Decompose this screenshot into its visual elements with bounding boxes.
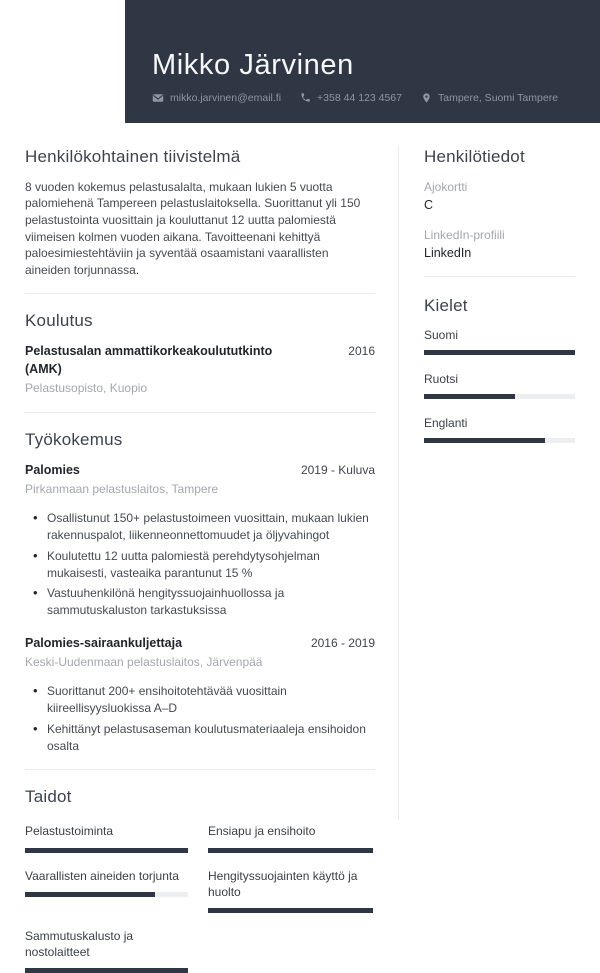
skill-bar-track xyxy=(25,892,188,897)
language-item xyxy=(424,328,575,355)
job-bullet: • Osallistunut 150+ pelastustoimeen vuosittain, mukaan lukien rakennuspalot, liikenneonnettomuudet ja öljyvahingot xyxy=(25,510,375,544)
job-bullet: • Vastuuhenkilönä hengityssuojainhuollossa ja sammutuskaluston tarkastuksissa xyxy=(25,585,375,619)
field-label: LinkedIn-profiili xyxy=(424,228,505,242)
skill-item xyxy=(25,823,188,852)
skill-item xyxy=(25,868,188,913)
skills-grid xyxy=(25,823,375,973)
job-entry xyxy=(25,462,375,619)
summary-body: 8 vuoden kokemus pelastusalalta, mukaan lukien 5 vuotta palomiehenä Tampereen pelastuslaitoksella. Suorittanut yli 150 pelastustointa vuosittain ja kouluttanut 12 uutta palomiestä viimeisen kolmen vuoden aikana. Tavoitteenani kehittyä paloesimiestehtäviin ja syventää osaamistani vaarallisten aineiden torjunnassa. xyxy=(25,179,361,277)
skill-label: Hengityssuojainten käyttö ja huolto xyxy=(208,868,358,899)
section-education xyxy=(25,310,375,397)
summary-title: Henkilökohtainen tiivistelmä xyxy=(25,147,241,166)
job-entry-head xyxy=(25,462,375,480)
skill-bar-fill xyxy=(25,848,188,853)
language-bar-track xyxy=(424,438,575,443)
education-date: 2016 xyxy=(348,344,375,359)
education-entry-head xyxy=(25,343,375,378)
job-bullets xyxy=(25,510,375,619)
personal-info-title: Henkilötiedot xyxy=(424,147,525,166)
section-languages xyxy=(424,295,575,443)
job-title: Palomies xyxy=(25,462,80,477)
skill-label: Vaarallisten aineiden torjunta xyxy=(25,868,179,883)
job-company: Keski-Uudenmaan pelastuslaitos, Järvenpää xyxy=(25,655,263,670)
skill-bar-track xyxy=(25,968,188,973)
skill-bar-fill xyxy=(25,968,188,973)
languages-title: Kielet xyxy=(424,296,468,316)
job-dates: 2019 - Kuluva xyxy=(300,462,375,477)
section-experience xyxy=(25,429,375,755)
divider xyxy=(25,769,375,770)
job-dates: 2016 - 2019 xyxy=(310,635,375,650)
education-title: Koulutus xyxy=(25,311,93,331)
location-pin-icon xyxy=(421,92,432,104)
job-bullet: • Kehittänyt pelastusaseman koulutusmateriaaleja ensihoidon osalta xyxy=(25,721,375,755)
job-bullet: • Koulutettu 12 uutta palomiestä perehdytysohjelman mukaisesti, vasteaika parantunut 15 % xyxy=(25,548,375,582)
education-school: Pelastusopisto, Kuopio xyxy=(25,381,148,396)
language-bar-fill xyxy=(424,394,515,399)
skill-item xyxy=(25,928,188,973)
skill-bar-fill xyxy=(208,908,373,913)
skill-bar-fill xyxy=(25,892,155,897)
divider xyxy=(25,293,375,294)
language-label: Suomi xyxy=(424,328,459,342)
skill-label: Sammutuskalusto ja nostolaitteet xyxy=(25,928,134,960)
skill-bar-track xyxy=(208,848,373,853)
job-entry xyxy=(25,635,375,754)
resume-header xyxy=(125,0,600,123)
sidebar-column xyxy=(398,146,575,820)
contact-phone[interactable] xyxy=(300,92,402,104)
main-column xyxy=(25,146,375,973)
job-bullet: • Suorittanut 200+ ensihoitotehtävää vuosittain kiireellisyysluokissa A–D xyxy=(25,683,375,717)
contact-row xyxy=(152,92,580,104)
language-label: Englanti xyxy=(424,416,468,430)
language-bar-fill xyxy=(424,438,545,443)
language-item xyxy=(424,416,575,443)
job-title: Palomies-sairaankuljettaja xyxy=(25,635,183,650)
job-entry-head xyxy=(25,635,375,653)
personal-field xyxy=(424,227,575,262)
email-icon xyxy=(152,92,164,104)
divider xyxy=(424,276,575,277)
person-name: Mikko Järvinen xyxy=(152,49,354,81)
contact-location-text: Tampere, Suomi Tampere xyxy=(438,91,559,104)
experience-title: Työkokemus xyxy=(25,429,123,449)
skill-bar-track xyxy=(25,848,188,853)
language-label: Ruotsi xyxy=(424,372,459,386)
job-company: Pirkanmaan pelastuslaitos, Tampere xyxy=(25,482,219,497)
field-label: Ajokortti xyxy=(424,179,468,194)
skills-title: Taidot xyxy=(25,787,72,807)
field-value: C xyxy=(424,198,434,213)
skill-label: Ensiapu ja ensihoito xyxy=(208,824,316,839)
language-bar-track xyxy=(424,394,575,399)
education-degree: Pelastusalan ammattikorkeakoulututkinto (AMK) xyxy=(25,344,273,376)
section-personal-info xyxy=(424,146,575,262)
skill-item xyxy=(208,823,373,852)
contact-email[interactable] xyxy=(152,92,281,104)
section-skills xyxy=(25,786,375,973)
phone-icon xyxy=(300,92,311,103)
language-bar-fill xyxy=(424,350,575,355)
personal-field xyxy=(424,179,575,214)
divider xyxy=(25,412,375,413)
skill-bar-fill xyxy=(208,848,373,853)
skill-label: Pelastustoiminta xyxy=(25,824,114,839)
education-entry xyxy=(25,343,375,397)
linkedin-link[interactable]: LinkedIn xyxy=(424,246,472,261)
language-bar-track xyxy=(424,350,575,355)
skill-bar-track xyxy=(208,908,373,913)
section-summary xyxy=(25,146,375,278)
job-bullets xyxy=(25,683,375,754)
contact-phone-text: +358 44 123 4567 xyxy=(317,91,402,104)
contact-location xyxy=(421,92,558,104)
language-item xyxy=(424,372,575,399)
contact-email-text: mikko.jarvinen@email.fi xyxy=(170,91,282,104)
skill-item xyxy=(208,868,373,913)
